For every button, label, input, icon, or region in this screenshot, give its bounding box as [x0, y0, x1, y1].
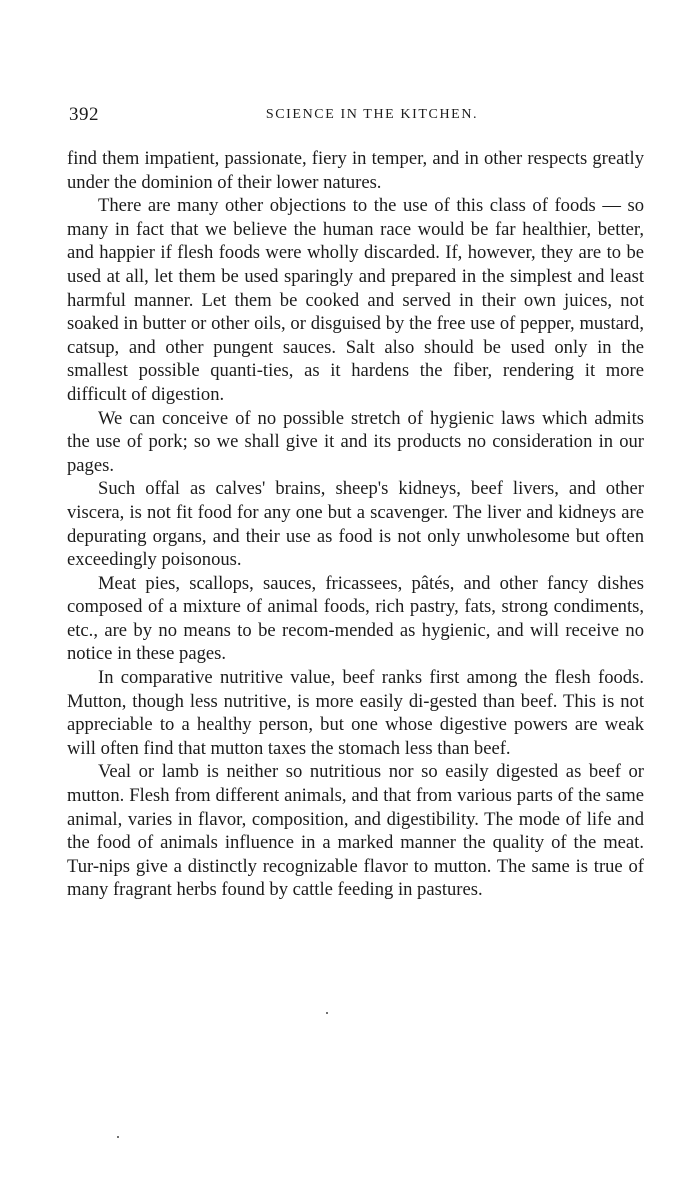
ink-speck: [326, 1012, 328, 1014]
paragraph-veal-lamb: Veal or lamb is neither so nutritious nor so easily digested as beef or mutton. Flesh from different animals, and that from various parts of the same animal, varies in flavor, composition, and digestibility. The mode of life and the food of animals influence in a marked manner the quality of the meat. Tur-nips give a distinctly recognizable flavor to mutton. The same is true of many fragrant herbs found by cattle feeding in pastures.: [67, 761, 644, 901]
paragraph-objections: There are many other objections to the use of this class of foods — so many in fact that we believe the human race would be far healthier, better, and happier if flesh foods were wholly discarded. If, however, they are to be used at all, let them be used sparingly and prepared in the simplest and least harmful manner. Let them be cooked and served in their own juices, not soaked in butter or other oils, or disguised by the free use of pepper, mustard, catsup, and other pungent sauces. Salt also should be used only in the smallest possible quanti-ties, as it hardens the fiber, rendering it more difficult of digestion.: [67, 195, 644, 405]
paragraph-meat-pies: Meat pies, scallops, sauces, fricassees, pâtés, and other fancy dishes composed of a mixture of animal foods, rich pastry, fats, strong condiments, etc., are by no means to be recom-mended as hygienic, and will receive no notice in these pages.: [67, 572, 644, 665]
paragraph-pork: We can conceive of no possible stretch of hygienic laws which admits the use of pork; so we shall give it and its products no consideration in our pages.: [67, 407, 644, 476]
paragraph-continuation: find them impatient, passionate, fiery in temper, and in other respects greatly under the dominion of their lower natures.: [67, 148, 644, 193]
page-number: 392: [69, 104, 99, 125]
ink-speck: [117, 1136, 119, 1138]
running-head: SCIENCE IN THE KITCHEN.: [265, 107, 479, 122]
page-header: [69, 104, 645, 128]
paragraph-nutritive-value: In comparative nutritive value, beef ranks first among the flesh foods. Mutton, though less nutritive, is more easily di-gested than beef. This is not appreciable to a healthy person, but one whose digestive powers are weak will often find that mutton taxes the stomach less than beef.: [67, 667, 644, 759]
body-text: [67, 147, 644, 902]
paragraph-offal: Such offal as calves' brains, sheep's kidneys, beef livers, and other viscera, is not fit food for any one but a scavenger. The liver and kidneys are depurating organs, and their use as food is not only unwholesome but often exceedingly poisonous.: [67, 478, 644, 571]
